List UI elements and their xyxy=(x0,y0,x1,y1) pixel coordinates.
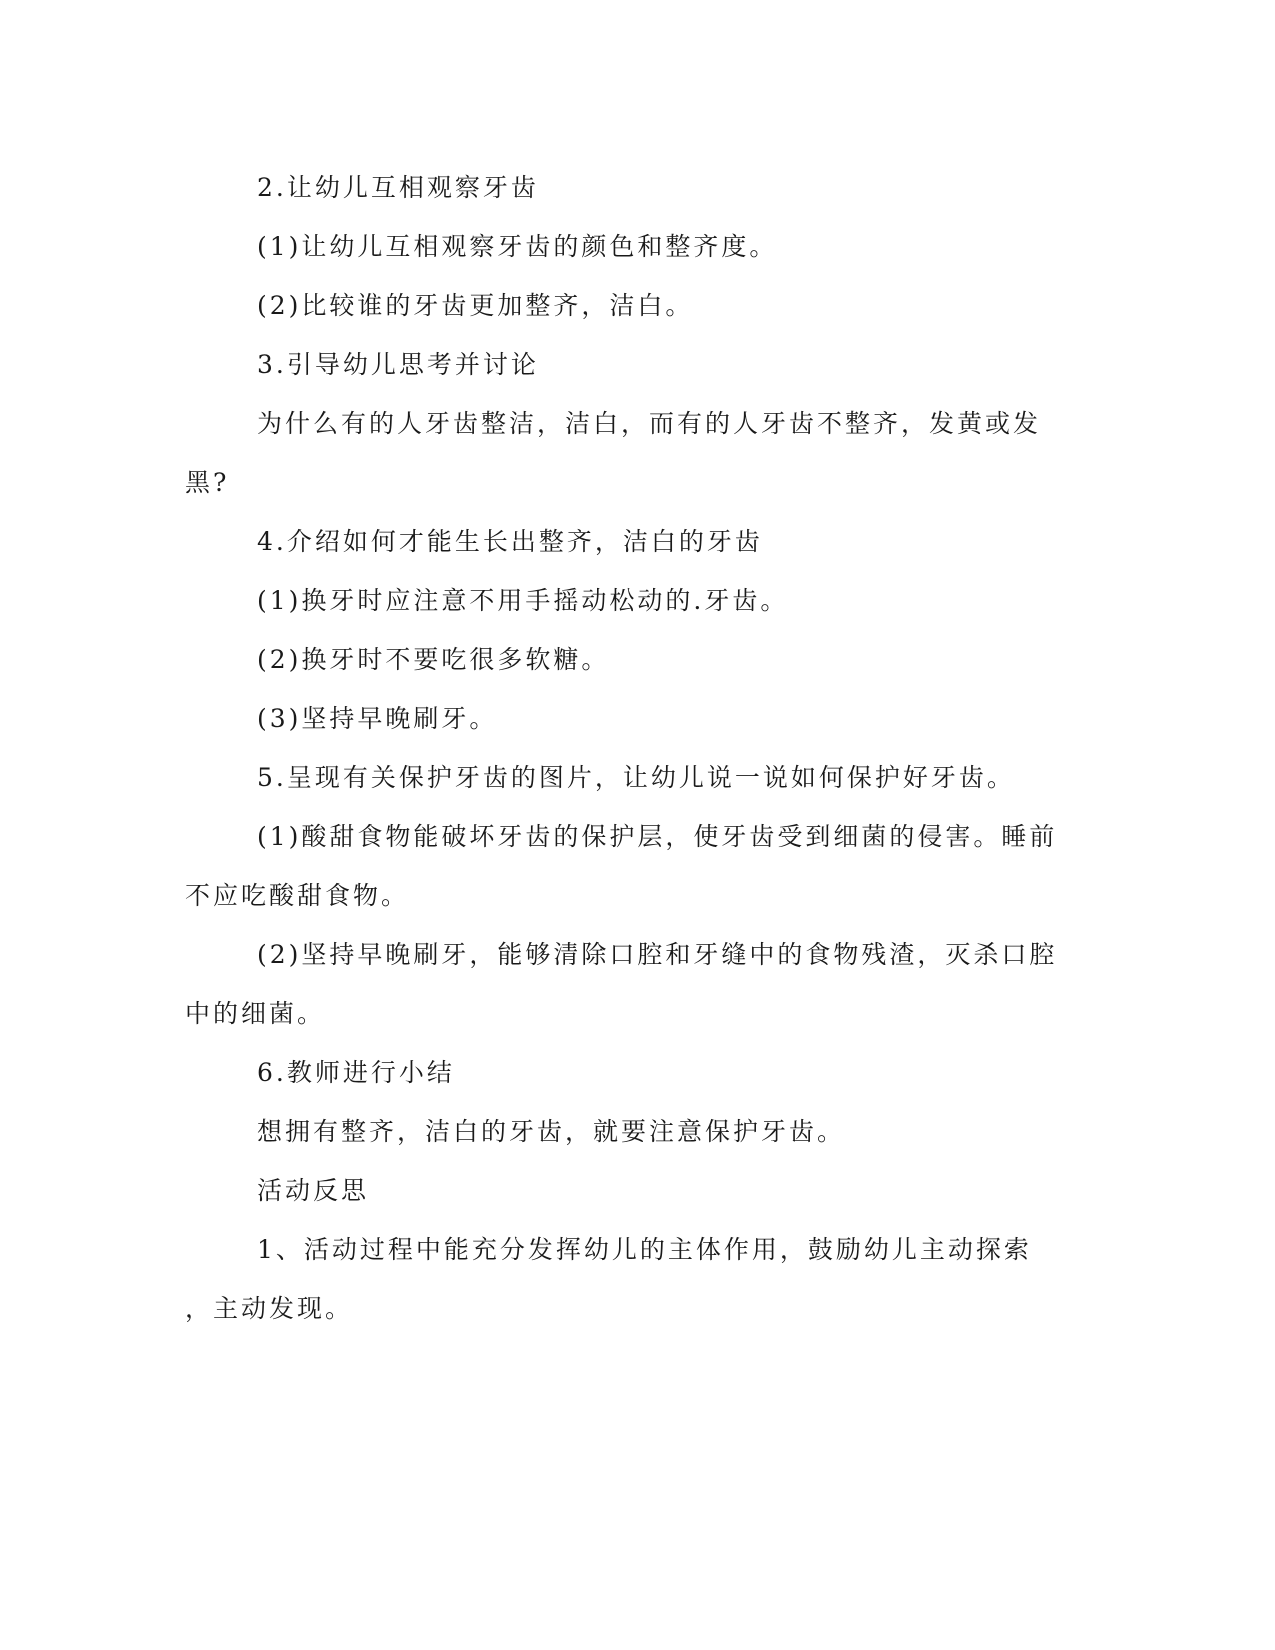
list-item: (2)换牙时不要吃很多软糖。 xyxy=(257,645,610,674)
section-heading: 6.教师进行小结 xyxy=(257,1058,455,1087)
section-heading: 5.呈现有关保护牙齿的图片，让幼儿说一说如何保护好牙齿。 xyxy=(257,763,1015,792)
section-heading: 活动反思 xyxy=(257,1176,370,1205)
list-item-continuation: ，主动发现。 xyxy=(185,1294,354,1323)
list-item: (1)换牙时应注意不用手摇动松动的.牙齿。 xyxy=(257,586,789,615)
document-body xyxy=(185,158,1065,1338)
list-item: (2)比较谁的牙齿更加整齐，洁白。 xyxy=(257,291,694,320)
list-item: (1)酸甜食物能破坏牙齿的保护层，使牙齿受到细菌的侵害。睡前 xyxy=(257,822,1058,851)
list-item-continuation: 中的细菌。 xyxy=(185,999,326,1028)
list-item: (1)让幼儿互相观察牙齿的颜色和整齐度。 xyxy=(257,232,778,261)
list-item-continuation: 不应吃酸甜食物。 xyxy=(185,881,410,910)
section-heading: 2.让幼儿互相观察牙齿 xyxy=(257,173,539,202)
section-heading: 4.介绍如何才能生长出整齐，洁白的牙齿 xyxy=(257,527,763,556)
paragraph-line: 黑? xyxy=(185,468,230,497)
paragraph-line: 为什么有的人牙齿整洁，洁白，而有的人牙齿不整齐，发黄或发 xyxy=(257,409,1042,438)
list-item: (2)坚持早晚刷牙，能够清除口腔和牙缝中的食物残渣，灭杀口腔 xyxy=(257,940,1058,969)
list-item: 1、活动过程中能充分发挥幼儿的主体作用，鼓励幼儿主动探索 xyxy=(257,1235,1032,1264)
paragraph-line: 想拥有整齐，洁白的牙齿，就要注意保护牙齿。 xyxy=(257,1117,846,1146)
section-heading: 3.引导幼儿思考并讨论 xyxy=(257,350,539,379)
list-item: (3)坚持早晚刷牙。 xyxy=(257,704,498,733)
